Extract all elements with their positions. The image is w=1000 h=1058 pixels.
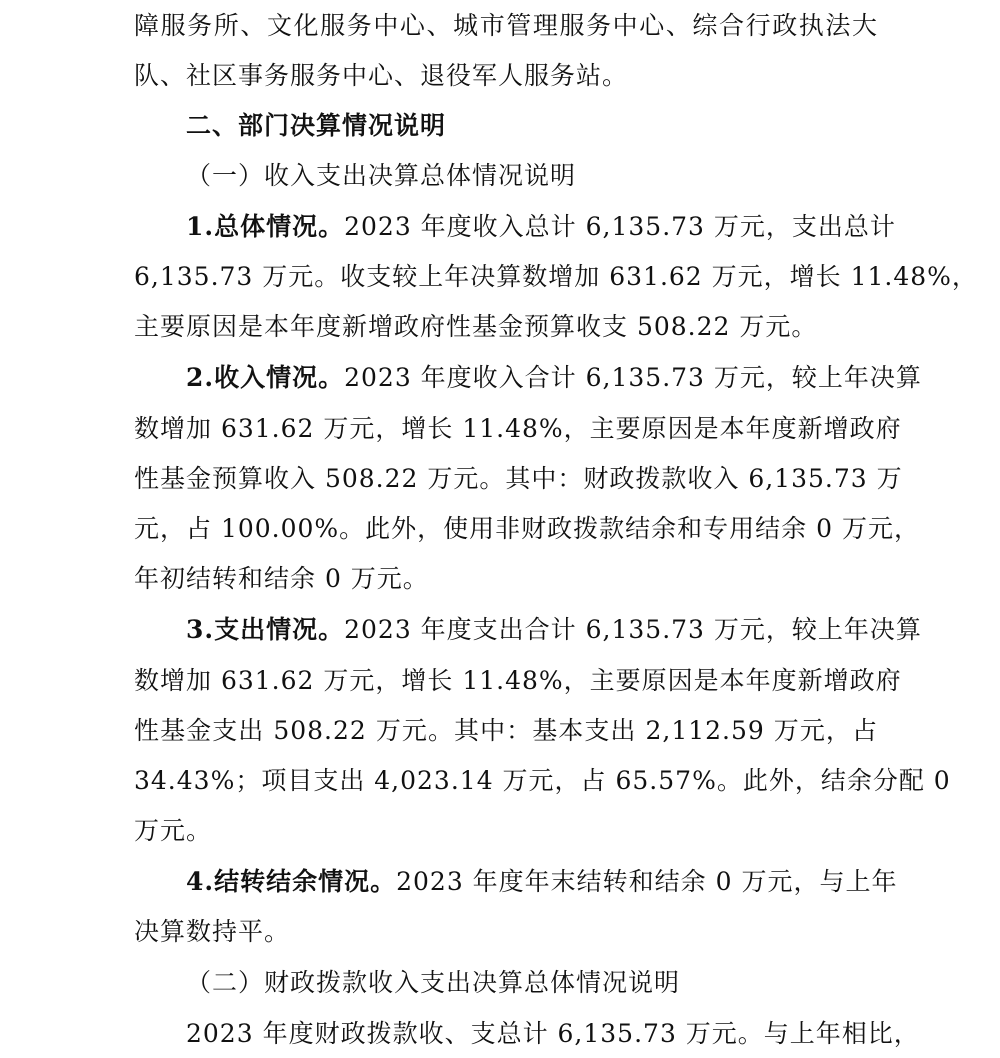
paragraph-3-text: 2023 年度支出合计 6,135.73 万元，较上年决算 (344, 615, 922, 644)
paragraph-3-first-line (186, 612, 922, 648)
paragraph-4-first-line (186, 864, 898, 900)
paragraph-3-label: 3.支出情况。 (186, 615, 345, 644)
text-line: 数增加 631.62 万元，增长 11.48%，主要原因是本年度新增政府 (134, 414, 902, 443)
subsection-heading: （二）财政拨款收入支出决算总体情况说明 (186, 968, 681, 997)
text-line: 主要原因是本年度新增政府性基金预算收支 508.22 万元。 (134, 312, 818, 341)
paragraph-2-text: 2023 年度收入合计 6,135.73 万元，较上年决算 (344, 363, 922, 392)
paragraph-1-first-line (186, 209, 896, 245)
section-heading: 二、部门决算情况说明 (186, 111, 447, 140)
text-line: 队、社区事务服务中心、退役军人服务站。 (134, 61, 629, 90)
text-line: 性基金预算收入 508.22 万元。其中：财政拨款收入 6,135.73 万 (134, 464, 903, 493)
text-line: 34.43%；项目支出 4,023.14 万元，占 65.57%。此外，结余分配 0 (134, 766, 951, 795)
text-line: 6,135.73 万元。收支较上年决算数增加 631.62 万元，增长 11.48%， (134, 262, 978, 291)
paragraph-4-label: 4.结转结余情况。 (186, 867, 397, 896)
text-line: 障服务所、文化服务中心、城市管理服务中心、综合行政执法大 (134, 11, 878, 40)
paragraph-1-label: 1.总体情况。 (186, 212, 345, 241)
text-line: 数增加 631.62 万元，增长 11.48%，主要原因是本年度新增政府 (134, 666, 902, 695)
paragraph-2-first-line (186, 360, 922, 396)
subsection-heading: （一）收入支出决算总体情况说明 (186, 161, 577, 190)
text-line: 年初结转和结余 0 万元。 (134, 564, 429, 593)
paragraph-2-label: 2.收入情况。 (186, 363, 345, 392)
text-line: 2023 年度财政拨款收、支总计 6,135.73 万元。与上年相比， (186, 1019, 920, 1048)
paragraph-1-text: 2023 年度收入总计 6,135.73 万元，支出总计 (344, 212, 896, 241)
text-line: 性基金支出 508.22 万元。其中：基本支出 2,112.59 万元，占 (134, 716, 878, 745)
paragraph-4-text: 2023 年度年末结转和结余 0 万元，与上年 (396, 867, 898, 896)
text-line: 万元。 (134, 816, 213, 845)
text-line: 决算数持平。 (134, 917, 291, 946)
text-line: 元，占 100.00%。此外，使用非财政拨款结余和专用结余 0 万元， (134, 514, 920, 543)
